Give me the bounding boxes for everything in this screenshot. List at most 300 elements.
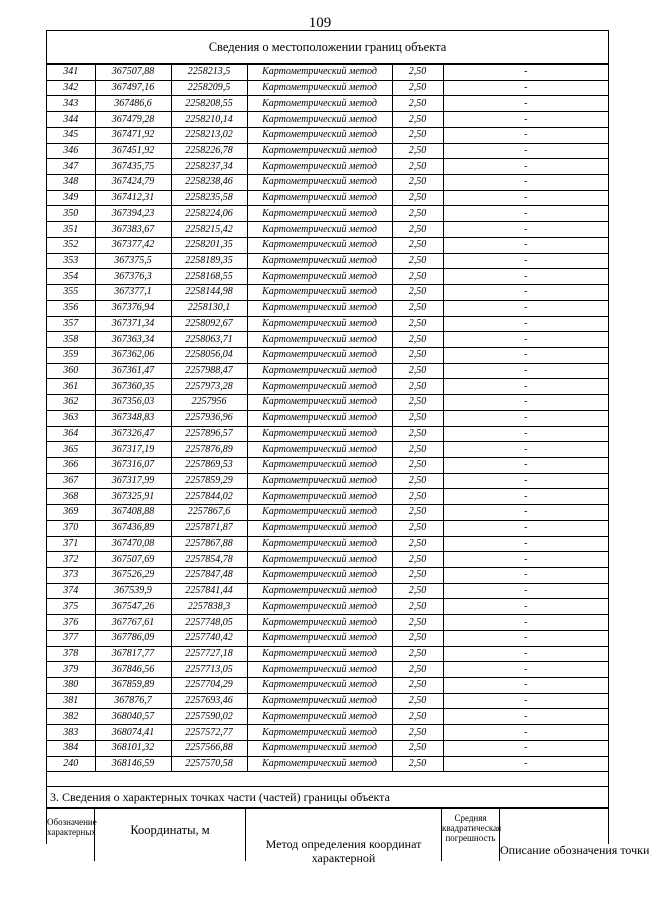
x-coordinate-cell: 367360,35: [95, 379, 171, 395]
method-cell: Картометрический метод: [247, 678, 392, 694]
point-number-cell: 363: [47, 410, 95, 426]
table-row: [47, 65, 608, 81]
table-row: [47, 583, 608, 599]
x-coordinate-cell: 367507,69: [95, 552, 171, 568]
y-coordinate-cell: 2258238,46: [171, 175, 247, 191]
point-number-cell: 376: [47, 615, 95, 631]
x-coordinate-cell: 367846,56: [95, 662, 171, 678]
y-coordinate-cell: 2257871,87: [171, 520, 247, 536]
y-coordinate-cell: 2257867,6: [171, 505, 247, 521]
table-row: [47, 410, 608, 426]
boundary-points-table: [47, 64, 608, 772]
method-cell: Картометрический метод: [247, 222, 392, 238]
x-coordinate-cell: 367486,6: [95, 96, 171, 112]
point-number-cell: 356: [47, 300, 95, 316]
y-coordinate-cell: 2258201,35: [171, 237, 247, 253]
table-row: [47, 442, 608, 458]
description-cell: -: [443, 740, 608, 756]
header-description: Описание обозначения точки: [500, 843, 649, 858]
x-coordinate-cell: 367362,06: [95, 347, 171, 363]
accuracy-cell: 2,50: [392, 552, 443, 568]
table-row: [47, 395, 608, 411]
y-coordinate-cell: 2257896,57: [171, 426, 247, 442]
x-coordinate-cell: 368074,41: [95, 725, 171, 741]
y-coordinate-cell: 2257876,89: [171, 442, 247, 458]
table-row: [47, 426, 608, 442]
x-coordinate-cell: 367317,19: [95, 442, 171, 458]
y-coordinate-cell: 2258208,55: [171, 96, 247, 112]
accuracy-cell: 2,50: [392, 253, 443, 269]
description-cell: -: [443, 206, 608, 222]
point-number-cell: 364: [47, 426, 95, 442]
method-cell: Картометрический метод: [247, 457, 392, 473]
method-cell: Картометрический метод: [247, 80, 392, 96]
description-cell: -: [443, 80, 608, 96]
point-number-cell: 348: [47, 175, 95, 191]
point-number-cell: 342: [47, 80, 95, 96]
point-number-cell: 359: [47, 347, 95, 363]
method-cell: Картометрический метод: [247, 127, 392, 143]
method-cell: Картометрический метод: [247, 300, 392, 316]
accuracy-cell: 2,50: [392, 80, 443, 96]
y-coordinate-cell: 2258092,67: [171, 316, 247, 332]
table-row: [47, 347, 608, 363]
x-coordinate-cell: 367325,91: [95, 489, 171, 505]
x-coordinate-cell: 367356,03: [95, 395, 171, 411]
method-cell: Картометрический метод: [247, 143, 392, 159]
section-3-heading: 3. Сведения о характерных точках части (частей) границы объекта: [47, 786, 608, 808]
y-coordinate-cell: 2258237,34: [171, 159, 247, 175]
description-cell: -: [443, 505, 608, 521]
table-row: [47, 552, 608, 568]
x-coordinate-cell: 367767,61: [95, 615, 171, 631]
y-coordinate-cell: 2257590,02: [171, 709, 247, 725]
x-coordinate-cell: 367471,92: [95, 127, 171, 143]
method-cell: Картометрический метод: [247, 410, 392, 426]
method-cell: Картометрический метод: [247, 756, 392, 772]
method-cell: Картометрический метод: [247, 237, 392, 253]
accuracy-cell: 2,50: [392, 662, 443, 678]
point-number-cell: 358: [47, 332, 95, 348]
y-coordinate-cell: 2258063,71: [171, 332, 247, 348]
accuracy-cell: 2,50: [392, 489, 443, 505]
description-cell: -: [443, 175, 608, 191]
description-cell: -: [443, 300, 608, 316]
y-coordinate-cell: 2258209,5: [171, 80, 247, 96]
point-number-cell: 347: [47, 159, 95, 175]
table-row: [47, 80, 608, 96]
method-cell: Картометрический метод: [247, 347, 392, 363]
table-row: [47, 300, 608, 316]
y-coordinate-cell: 2257936,96: [171, 410, 247, 426]
point-number-cell: 361: [47, 379, 95, 395]
x-coordinate-cell: 367348,83: [95, 410, 171, 426]
table-row: [47, 127, 608, 143]
y-coordinate-cell: 2258056,04: [171, 347, 247, 363]
y-coordinate-cell: 2258213,02: [171, 127, 247, 143]
y-coordinate-cell: 2257748,05: [171, 615, 247, 631]
accuracy-cell: 2,50: [392, 143, 443, 159]
description-cell: -: [443, 615, 608, 631]
point-number-cell: 346: [47, 143, 95, 159]
method-cell: Картометрический метод: [247, 599, 392, 615]
y-coordinate-cell: 2257693,46: [171, 693, 247, 709]
table-row: [47, 206, 608, 222]
x-coordinate-cell: 367547,26: [95, 599, 171, 615]
accuracy-cell: 2,50: [392, 127, 443, 143]
description-cell: -: [443, 316, 608, 332]
accuracy-cell: 2,50: [392, 630, 443, 646]
point-number-cell: 367: [47, 473, 95, 489]
table-row: [47, 520, 608, 536]
method-cell: Картометрический метод: [247, 442, 392, 458]
accuracy-cell: 2,50: [392, 709, 443, 725]
header-accuracy: Средняя квадратическая погрешность: [442, 809, 500, 861]
table-row: [47, 740, 608, 756]
y-coordinate-cell: 2258168,55: [171, 269, 247, 285]
accuracy-cell: 2,50: [392, 237, 443, 253]
accuracy-cell: 2,50: [392, 599, 443, 615]
point-number-cell: 341: [47, 65, 95, 81]
point-number-cell: 384: [47, 740, 95, 756]
x-coordinate-cell: 367859,89: [95, 678, 171, 694]
accuracy-cell: 2,50: [392, 426, 443, 442]
description-cell: -: [443, 285, 608, 301]
description-cell: -: [443, 725, 608, 741]
table-row: [47, 505, 608, 521]
method-cell: Картометрический метод: [247, 693, 392, 709]
description-cell: -: [443, 489, 608, 505]
description-cell: -: [443, 269, 608, 285]
accuracy-cell: 2,50: [392, 285, 443, 301]
x-coordinate-cell: 367361,47: [95, 363, 171, 379]
x-coordinate-cell: 367394,23: [95, 206, 171, 222]
description-cell: -: [443, 159, 608, 175]
point-number-cell: 370: [47, 520, 95, 536]
point-number-cell: 381: [47, 693, 95, 709]
x-coordinate-cell: 367377,1: [95, 285, 171, 301]
accuracy-cell: 2,50: [392, 457, 443, 473]
method-cell: Картометрический метод: [247, 316, 392, 332]
accuracy-cell: 2,50: [392, 756, 443, 772]
method-cell: Картометрический метод: [247, 489, 392, 505]
description-cell: -: [443, 662, 608, 678]
point-number-cell: 240: [47, 756, 95, 772]
method-cell: Картометрический метод: [247, 536, 392, 552]
table-row: [47, 678, 608, 694]
description-cell: -: [443, 630, 608, 646]
table-row: [47, 159, 608, 175]
point-number-cell: 350: [47, 206, 95, 222]
table-row: [47, 646, 608, 662]
y-coordinate-cell: 2258215,42: [171, 222, 247, 238]
y-coordinate-cell: 2257838,3: [171, 599, 247, 615]
accuracy-cell: 2,50: [392, 363, 443, 379]
description-cell: -: [443, 347, 608, 363]
x-coordinate-cell: 367375,5: [95, 253, 171, 269]
description-cell: -: [443, 709, 608, 725]
point-number-cell: 380: [47, 678, 95, 694]
accuracy-cell: 2,50: [392, 678, 443, 694]
table-row: [47, 457, 608, 473]
method-cell: Картометрический метод: [247, 175, 392, 191]
method-cell: Картометрический метод: [247, 206, 392, 222]
accuracy-cell: 2,50: [392, 646, 443, 662]
method-cell: Картометрический метод: [247, 363, 392, 379]
y-coordinate-cell: 2257854,78: [171, 552, 247, 568]
accuracy-cell: 2,50: [392, 332, 443, 348]
x-coordinate-cell: 367497,16: [95, 80, 171, 96]
table-row: [47, 599, 608, 615]
point-number-cell: 355: [47, 285, 95, 301]
y-coordinate-cell: 2257847,48: [171, 568, 247, 584]
table-row: [47, 379, 608, 395]
method-cell: Картометрический метод: [247, 520, 392, 536]
table-row: [47, 269, 608, 285]
description-cell: -: [443, 568, 608, 584]
description-cell: -: [443, 646, 608, 662]
method-cell: Картометрический метод: [247, 332, 392, 348]
x-coordinate-cell: 367876,7: [95, 693, 171, 709]
table-row: [47, 222, 608, 238]
description-cell: -: [443, 756, 608, 772]
table-row: [47, 615, 608, 631]
method-cell: Картометрический метод: [247, 568, 392, 584]
accuracy-cell: 2,50: [392, 568, 443, 584]
method-cell: Картометрический метод: [247, 159, 392, 175]
accuracy-cell: 2,50: [392, 442, 443, 458]
page-number: 109: [308, 15, 332, 31]
point-number-cell: 377: [47, 630, 95, 646]
x-coordinate-cell: 367817,77: [95, 646, 171, 662]
point-number-cell: 375: [47, 599, 95, 615]
method-cell: Картометрический метод: [247, 709, 392, 725]
table-row: [47, 96, 608, 112]
y-coordinate-cell: 2257572,77: [171, 725, 247, 741]
x-coordinate-cell: 367371,34: [95, 316, 171, 332]
method-cell: Картометрический метод: [247, 426, 392, 442]
x-coordinate-cell: 367316,07: [95, 457, 171, 473]
x-coordinate-cell: 367376,3: [95, 269, 171, 285]
description-cell: -: [443, 520, 608, 536]
description-cell: -: [443, 552, 608, 568]
accuracy-cell: 2,50: [392, 520, 443, 536]
point-number-cell: 351: [47, 222, 95, 238]
accuracy-cell: 2,50: [392, 269, 443, 285]
point-number-cell: 360: [47, 363, 95, 379]
method-cell: Картометрический метод: [247, 65, 392, 81]
x-coordinate-cell: 368101,32: [95, 740, 171, 756]
table-row: [47, 568, 608, 584]
point-number-cell: 352: [47, 237, 95, 253]
x-coordinate-cell: 367408,88: [95, 505, 171, 521]
table-row: [47, 662, 608, 678]
accuracy-cell: 2,50: [392, 473, 443, 489]
y-coordinate-cell: 2257988,47: [171, 363, 247, 379]
point-number-cell: 354: [47, 269, 95, 285]
accuracy-cell: 2,50: [392, 112, 443, 128]
x-coordinate-cell: 367317,99: [95, 473, 171, 489]
method-cell: Картометрический метод: [247, 662, 392, 678]
table-row: [47, 709, 608, 725]
description-cell: -: [443, 127, 608, 143]
description-cell: -: [443, 395, 608, 411]
x-coordinate-cell: 367436,89: [95, 520, 171, 536]
table-row: [47, 190, 608, 206]
description-cell: -: [443, 65, 608, 81]
y-coordinate-cell: 2257740,42: [171, 630, 247, 646]
point-number-cell: 379: [47, 662, 95, 678]
section-title: Сведения о местоположении границ объекта: [47, 31, 608, 64]
table-row: [47, 630, 608, 646]
y-coordinate-cell: 2258210,14: [171, 112, 247, 128]
table-row: [47, 175, 608, 191]
accuracy-cell: 2,50: [392, 206, 443, 222]
document-frame: [46, 30, 649, 866]
x-coordinate-cell: 367479,28: [95, 112, 171, 128]
y-coordinate-cell: 2258189,35: [171, 253, 247, 269]
point-number-cell: 372: [47, 552, 95, 568]
points-table-body: [47, 65, 608, 772]
description-cell: -: [443, 583, 608, 599]
method-cell: Картометрический метод: [247, 190, 392, 206]
accuracy-cell: 2,50: [392, 583, 443, 599]
table-row: [47, 285, 608, 301]
method-cell: Картометрический метод: [247, 725, 392, 741]
point-number-cell: 345: [47, 127, 95, 143]
y-coordinate-cell: 2257956: [171, 395, 247, 411]
accuracy-cell: 2,50: [392, 615, 443, 631]
accuracy-cell: 2,50: [392, 740, 443, 756]
description-cell: -: [443, 237, 608, 253]
section-3-header-row: [47, 808, 649, 866]
description-cell: -: [443, 442, 608, 458]
spacer: [47, 772, 608, 786]
point-number-cell: 343: [47, 96, 95, 112]
point-number-cell: 353: [47, 253, 95, 269]
table-row: [47, 693, 608, 709]
table-row: [47, 237, 608, 253]
accuracy-cell: 2,50: [392, 159, 443, 175]
point-number-cell: 378: [47, 646, 95, 662]
point-number-cell: 344: [47, 112, 95, 128]
accuracy-cell: 2,50: [392, 505, 443, 521]
point-number-cell: 362: [47, 395, 95, 411]
table-row: [47, 725, 608, 741]
description-cell: -: [443, 678, 608, 694]
method-cell: Картометрический метод: [247, 473, 392, 489]
description-cell: -: [443, 222, 608, 238]
description-cell: -: [443, 473, 608, 489]
description-cell: -: [443, 332, 608, 348]
accuracy-cell: 2,50: [392, 65, 443, 81]
y-coordinate-cell: 2258213,5: [171, 65, 247, 81]
y-coordinate-cell: 2257704,29: [171, 678, 247, 694]
accuracy-cell: 2,50: [392, 379, 443, 395]
accuracy-cell: 2,50: [392, 347, 443, 363]
method-cell: Картометрический метод: [247, 379, 392, 395]
table-row: [47, 756, 608, 772]
description-cell: -: [443, 693, 608, 709]
table-row: [47, 332, 608, 348]
x-coordinate-cell: 367363,34: [95, 332, 171, 348]
accuracy-cell: 2,50: [392, 725, 443, 741]
y-coordinate-cell: 2257727,18: [171, 646, 247, 662]
method-cell: Картометрический метод: [247, 552, 392, 568]
point-number-cell: 371: [47, 536, 95, 552]
x-coordinate-cell: 367451,92: [95, 143, 171, 159]
x-coordinate-cell: 367435,75: [95, 159, 171, 175]
method-cell: Картометрический метод: [247, 646, 392, 662]
point-number-cell: 368: [47, 489, 95, 505]
y-coordinate-cell: 2258235,58: [171, 190, 247, 206]
method-cell: Картометрический метод: [247, 395, 392, 411]
y-coordinate-cell: 2258224,06: [171, 206, 247, 222]
y-coordinate-cell: 2257570,58: [171, 756, 247, 772]
description-cell: -: [443, 96, 608, 112]
method-cell: Картометрический метод: [247, 583, 392, 599]
description-cell: -: [443, 363, 608, 379]
point-number-cell: 349: [47, 190, 95, 206]
y-coordinate-cell: 2257859,29: [171, 473, 247, 489]
method-cell: Картометрический метод: [247, 269, 392, 285]
method-cell: Картометрический метод: [247, 740, 392, 756]
y-coordinate-cell: 2257713,05: [171, 662, 247, 678]
x-coordinate-cell: 367326,47: [95, 426, 171, 442]
y-coordinate-cell: 2258226,78: [171, 143, 247, 159]
method-cell: Картометрический метод: [247, 96, 392, 112]
point-number-cell: 369: [47, 505, 95, 521]
x-coordinate-cell: 367539,9: [95, 583, 171, 599]
x-coordinate-cell: 368146,59: [95, 756, 171, 772]
description-cell: -: [443, 253, 608, 269]
y-coordinate-cell: 2257844,02: [171, 489, 247, 505]
description-cell: -: [443, 410, 608, 426]
description-cell: -: [443, 426, 608, 442]
x-coordinate-cell: 367383,67: [95, 222, 171, 238]
table-row: [47, 489, 608, 505]
y-coordinate-cell: 2258144,98: [171, 285, 247, 301]
accuracy-cell: 2,50: [392, 222, 443, 238]
table-row: [47, 112, 608, 128]
point-number-cell: 357: [47, 316, 95, 332]
y-coordinate-cell: 2257973,28: [171, 379, 247, 395]
accuracy-cell: 2,50: [392, 693, 443, 709]
accuracy-cell: 2,50: [392, 190, 443, 206]
method-cell: Картометрический метод: [247, 615, 392, 631]
accuracy-cell: 2,50: [392, 395, 443, 411]
y-coordinate-cell: 2258130,1: [171, 300, 247, 316]
description-cell: -: [443, 190, 608, 206]
point-number-cell: 383: [47, 725, 95, 741]
accuracy-cell: 2,50: [392, 536, 443, 552]
x-coordinate-cell: 367526,29: [95, 568, 171, 584]
header-method: Метод определения координат характерной: [246, 809, 442, 861]
y-coordinate-cell: 2257566,88: [171, 740, 247, 756]
table-row: [47, 363, 608, 379]
method-cell: Картометрический метод: [247, 253, 392, 269]
accuracy-cell: 2,50: [392, 410, 443, 426]
x-coordinate-cell: 367412,31: [95, 190, 171, 206]
description-cell: -: [443, 536, 608, 552]
description-cell: -: [443, 112, 608, 128]
y-coordinate-cell: 2257841,44: [171, 583, 247, 599]
accuracy-cell: 2,50: [392, 316, 443, 332]
y-coordinate-cell: 2257867,88: [171, 536, 247, 552]
table-row: [47, 473, 608, 489]
description-cell: -: [443, 599, 608, 615]
header-coordinates: Координаты, м: [95, 809, 246, 861]
